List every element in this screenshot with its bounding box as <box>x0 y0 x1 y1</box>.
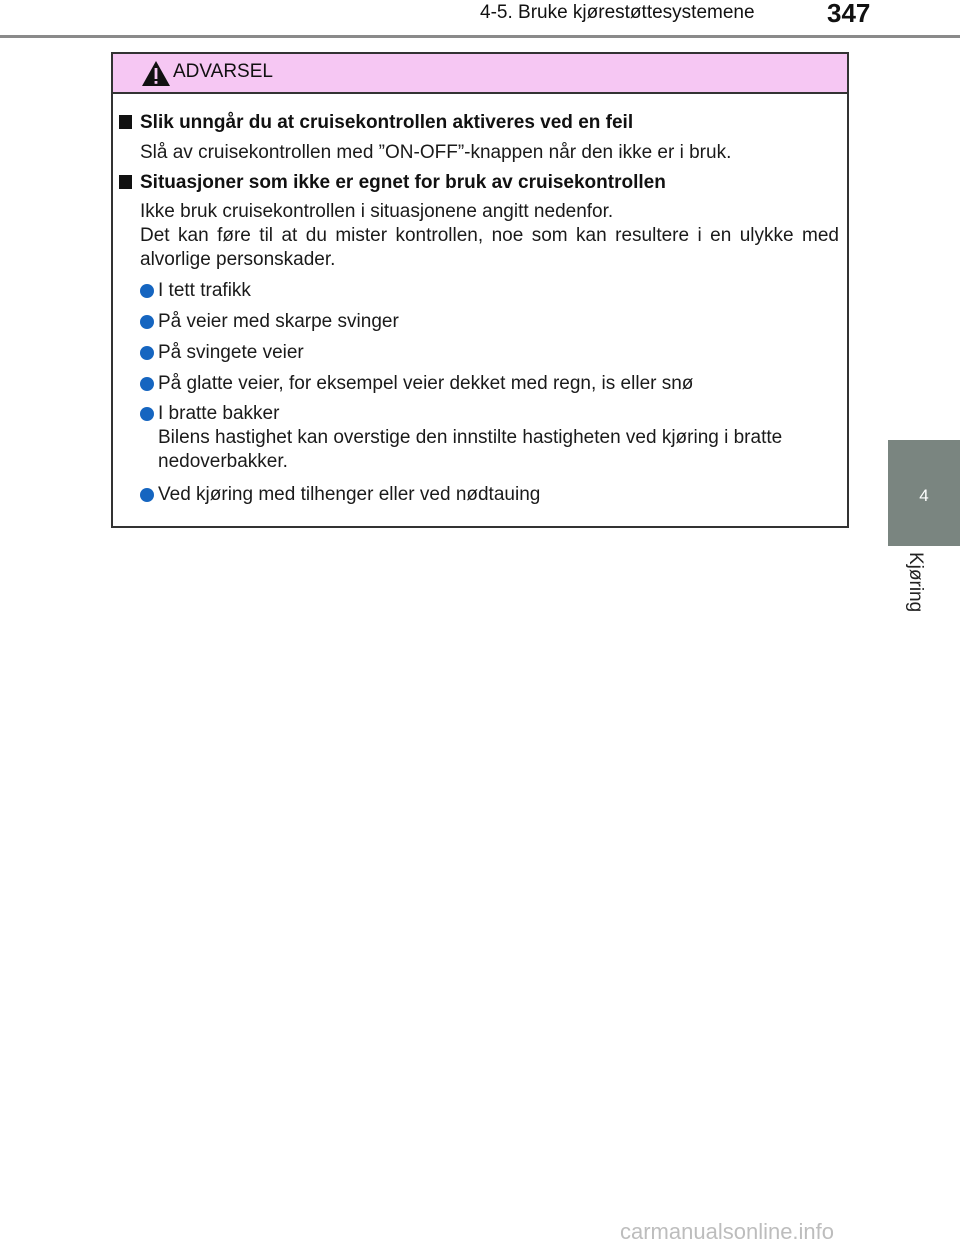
warning-box <box>111 52 849 528</box>
section-title: 4-5. Bruke kjørestøttesystemene <box>480 2 755 23</box>
list-item: I bratte bakker Bilens hastighet kan overstige den innstilte hastigheten ved kjøring i bratte nedoverbakker. <box>140 402 839 474</box>
round-bullet-icon <box>140 315 154 329</box>
warning-header <box>113 54 847 94</box>
section-text: Slå av cruisekontrollen med ”ON-OFF”-knappen når den ikke er i bruk. <box>140 142 732 163</box>
watermark: carmanualsonline.info <box>620 1219 835 1244</box>
list-item-detail: Bilens hastighet kan overstige den innstilte hastigheten ved kjøring i bratte nedoverbakker. <box>158 427 783 472</box>
list-item: På glatte veier, for eksempel veier dekket med regn, is eller snø <box>140 372 839 396</box>
chapter-tab <box>888 440 960 546</box>
page-number: 347 <box>827 0 871 28</box>
list-item: Ved kjøring med tilhenger eller ved nødtauing <box>140 483 839 507</box>
square-bullet-icon <box>119 115 132 129</box>
list-item: På svingete veier <box>140 341 839 365</box>
warning-title: ADVARSEL <box>173 61 273 82</box>
warning-triangle-icon <box>141 60 171 87</box>
header-divider <box>0 35 960 38</box>
section-heading: Slik unngår du at cruisekontrollen aktiveres ved en feil <box>119 112 633 134</box>
section-text: Ikke bruk cruisekontrollen i situasjonene angitt nedenfor. <box>140 201 614 222</box>
round-bullet-icon <box>140 346 154 360</box>
round-bullet-icon <box>140 284 154 298</box>
list-item: På veier med skarpe svinger <box>140 310 839 334</box>
section-heading: Situasjoner som ikke er egnet for bruk av cruisekontrollen <box>119 172 666 194</box>
chapter-label: Kjøring <box>905 552 926 613</box>
list-item: I tett trafikk <box>140 279 839 303</box>
section-text: Det kan føre til at du mister kontrollen, noe som kan resultere i en ulykke med alvorlige personskader. <box>140 225 839 270</box>
round-bullet-icon <box>140 488 154 502</box>
chapter-number: 4 <box>919 486 929 505</box>
square-bullet-icon <box>119 175 132 189</box>
round-bullet-icon <box>140 407 154 421</box>
round-bullet-icon <box>140 377 154 391</box>
